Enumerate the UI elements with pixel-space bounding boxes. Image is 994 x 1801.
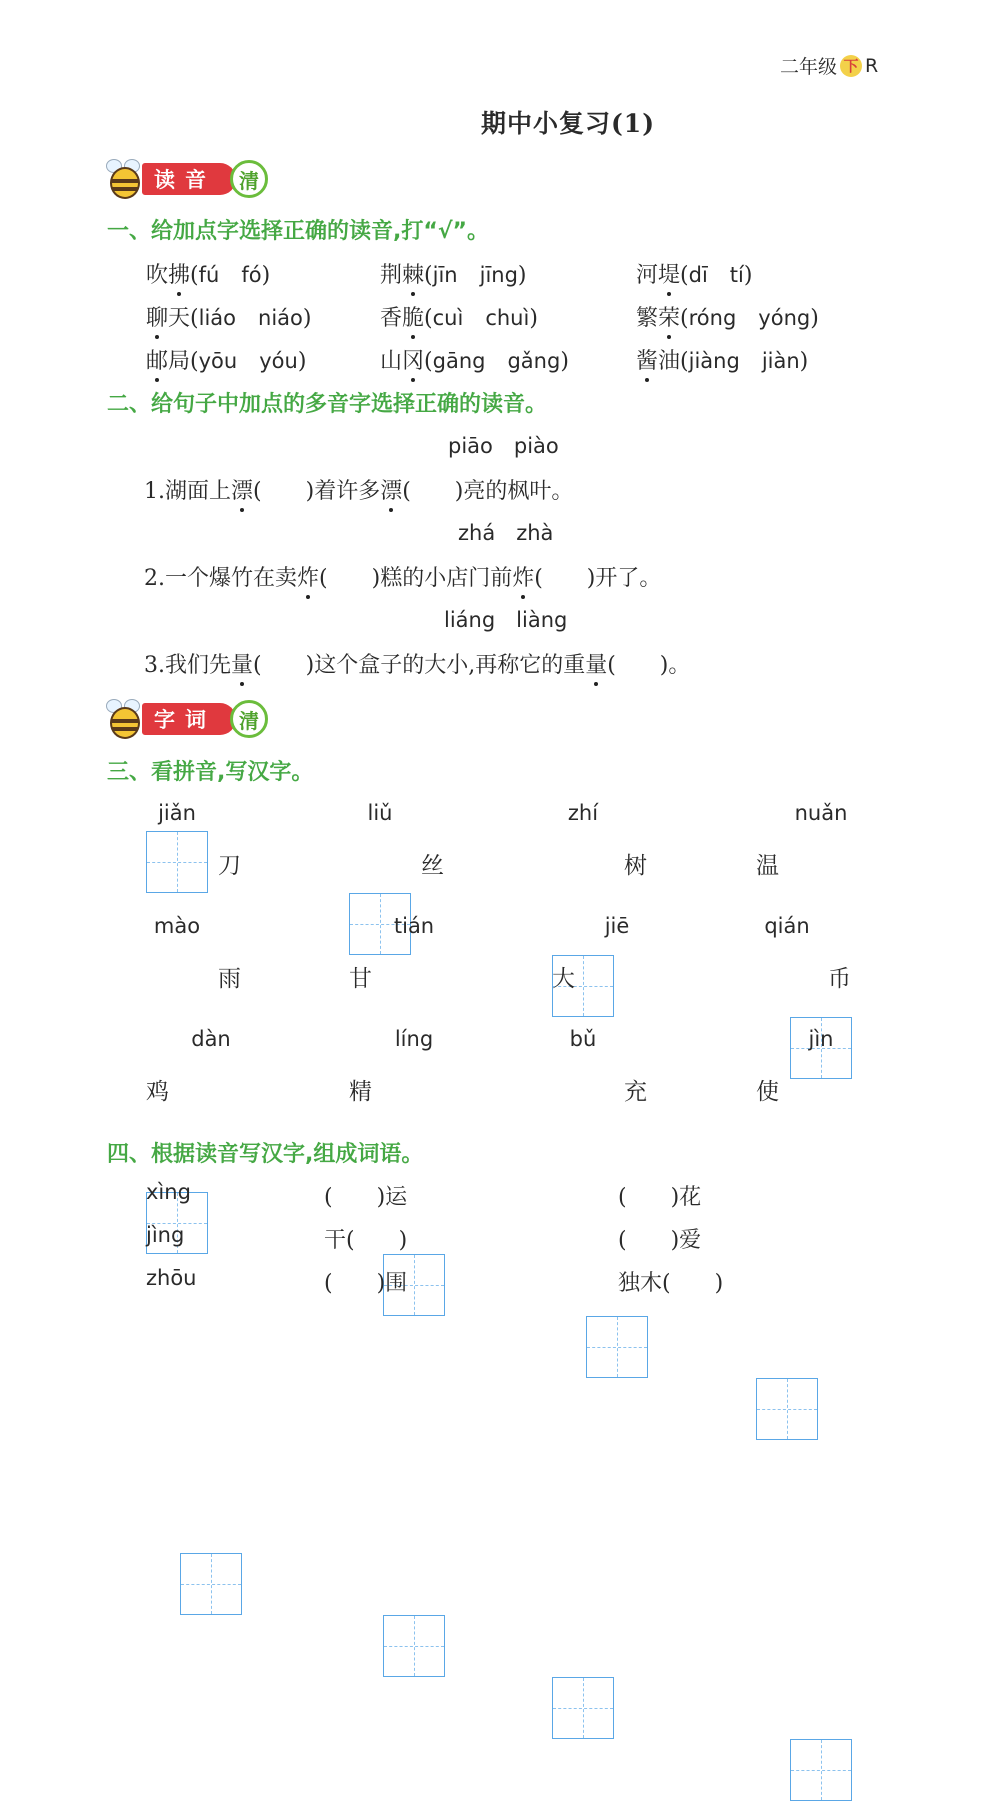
option-a[interactable]: jīn [432,263,458,287]
pronunciation-item: 山冈(gāng gǎng) [380,344,569,375]
word-char-1: 山 [380,349,403,374]
pinyin-label: jìn [808,1027,834,1051]
option-b[interactable]: tí [729,263,744,287]
q1-pinyin-options: piāo piào [448,434,559,458]
option-b[interactable]: niáo [258,306,303,330]
pronunciation-item: 酱油(jiàng jiàn) [636,344,808,375]
pronunciation-item: 繁荣(róng yóng) [636,301,819,332]
option-a[interactable]: jiàng [688,349,740,373]
option-b[interactable]: fó [241,263,262,287]
option-b[interactable]: yóng [758,306,811,330]
pinyin-label: zhí [567,801,599,825]
tianzige-box[interactable] [383,1615,445,1677]
section4-heading: 四、根据读音写汉字,组成词语。 [107,1142,424,1167]
pronunciation-item: 邮局(yōu yóu) [146,344,306,375]
section-banner-read [104,157,268,201]
word-char-2: 拂 [168,258,190,289]
q2-pinyin-options: zhá zhà [458,521,554,545]
pronunciation-item: 香脆(cuì chuì) [380,301,538,332]
section2-heading: 二、给句子中加点的多音字选择正确的读音。 [107,392,548,417]
pinyin-label: líng [394,1027,434,1051]
word-char: 充 [624,1079,647,1105]
pinyin-label: tián [393,914,435,938]
banner-label: 读音 [142,163,236,195]
option-b[interactable]: jiàn [761,349,800,373]
volume-badge: 下 [840,55,862,77]
section-banner-word [104,697,268,741]
word-char-2: 冈 [402,344,424,375]
page-title: 期中小复习(1) [480,109,656,138]
answer-blank-b[interactable]: 独木( ) [618,1271,724,1296]
option-a[interactable]: liáo [198,306,237,330]
option-b[interactable]: yóu [259,349,298,373]
option-a[interactable]: gāng [432,349,486,373]
word-char-1: 邮 [146,344,168,375]
answer-blank-a[interactable]: 干( ) [324,1228,408,1253]
bee-mascot-icon [104,157,148,201]
pinyin-label: bǔ [569,1027,597,1051]
word-char-1: 繁 [636,306,659,331]
word-char-2: 天 [168,306,191,331]
pinyin-label: qián [764,914,810,938]
option-a[interactable]: cuì [432,306,464,330]
section3-heading: 三、看拼音,写汉字。 [107,760,314,785]
tianzige-box[interactable] [790,1739,852,1801]
bee-mascot-icon [104,697,148,741]
word-char-2: 局 [168,349,191,374]
word-char-1: 聊 [146,301,168,332]
answer-blank-a[interactable]: ( )运 [324,1185,408,1210]
option-a[interactable]: róng [688,306,737,330]
word-char-1: 河 [636,263,659,288]
option-b[interactable]: gǎng [507,349,561,373]
pinyin-label: liǔ [367,801,393,825]
answer-blank-a[interactable]: ( )围 [324,1271,408,1296]
word-char-2: 棘 [402,258,424,289]
word-char: 丝 [421,853,444,879]
pronunciation-item: 河堤(dī tí) [636,258,752,289]
pinyin-label: mào [153,914,201,938]
tianzige-box[interactable] [180,1553,242,1615]
word-char-1: 吹 [146,263,169,288]
pronunciation-item: 吹拂(fú fó) [146,258,270,289]
tianzige-box[interactable] [586,1316,648,1378]
banner-badge: 清 [230,160,268,198]
pinyin-label: nuǎn [794,801,848,825]
word-char: 精 [349,1079,372,1105]
tianzige-box[interactable] [756,1378,818,1440]
word-char: 鸡 [146,1079,169,1105]
grade-label [780,52,878,79]
word-char-2: 脆 [402,301,424,332]
word-char-2: 堤 [658,258,680,289]
word-char: 刀 [218,853,241,879]
word-char-1: 荆 [380,263,403,288]
grade-text: 二年级 [780,56,838,78]
banner-badge: 清 [230,700,268,738]
option-a[interactable]: fú [198,263,220,287]
word-char-2: 荣 [658,301,680,332]
q3-pinyin-options: liáng liàng [444,608,568,632]
tianzige-box[interactable] [552,1677,614,1739]
answer-blank-b[interactable]: ( )爱 [618,1228,702,1253]
section1-heading: 一、给加点字选择正确的读音,打“√”。 [107,219,489,244]
pronunciation-item: 聊天(liáo niáo) [146,301,311,332]
answer-blank-b[interactable]: ( )花 [618,1185,702,1210]
tianzige-box[interactable] [146,831,208,893]
pinyin-label: jiǎn [158,801,196,825]
q3-sentence: 3.我们先量( )这个盒子的大小,再称它的重量( )。 [144,648,690,679]
word-char: 雨 [218,966,241,992]
q2-sentence: 2.一个爆竹在卖炸( )糕的小店门前炸( )开了。 [144,561,661,592]
pronunciation-item: 荆棘(jīn jīng) [380,258,527,289]
word-char: 大 [552,966,575,992]
q1-sentence: 1.湖面上漂( )着许多漂( )亮的枫叶。 [144,474,573,505]
word-char: 甘 [349,966,372,992]
word-char-1: 酱 [636,344,658,375]
word-char: 树 [624,853,647,879]
option-b[interactable]: chuì [485,306,530,330]
word-char-1: 香 [380,306,403,331]
edition-letter: R [865,54,879,77]
pinyin-label: zhōu [146,1266,197,1290]
pinyin-label: jìng [146,1223,185,1247]
pinyin-label: jiē [604,914,630,938]
word-char: 币 [828,966,851,992]
word-char: 温 [756,853,779,879]
pinyin-label: xìng [146,1180,191,1204]
word-char: 使 [756,1079,779,1105]
option-b[interactable]: jīng [479,263,518,287]
banner-label: 字词 [142,703,236,735]
option-a[interactable]: dī [688,263,708,287]
option-a[interactable]: yōu [198,349,238,373]
pinyin-label: dàn [191,1027,231,1051]
word-char-2: 油 [658,349,681,374]
